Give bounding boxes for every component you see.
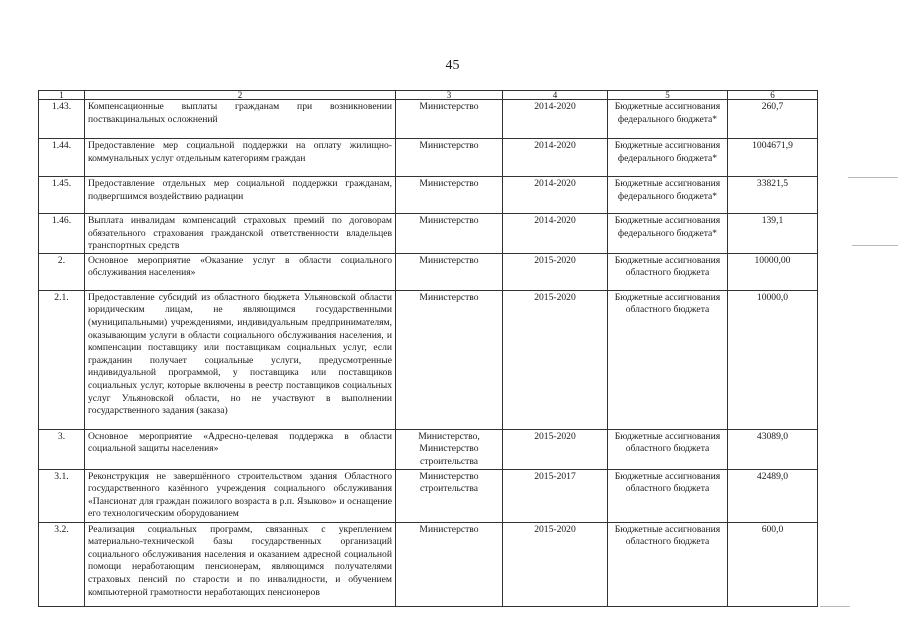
table-row bbox=[39, 100, 818, 139]
funding-source-cell: Бюджетные ассигнования областного бюджета bbox=[608, 253, 728, 290]
row-number: 1.44. bbox=[39, 139, 85, 177]
funding-source-cell: Бюджетные ассигнования федерального бюджета* bbox=[608, 214, 728, 254]
amount-cell: 10000,0 bbox=[728, 290, 818, 429]
row-number: 3.1. bbox=[39, 469, 85, 522]
row-number: 2.1. bbox=[39, 290, 85, 429]
column-header: 1 bbox=[39, 91, 85, 100]
row-number: 1.46. bbox=[39, 214, 85, 254]
executor-cell: Министерство bbox=[396, 522, 503, 606]
executor-cell: Министерство bbox=[396, 177, 503, 214]
executor-cell: Министерство bbox=[396, 253, 503, 290]
period-cell: 2015-2020 bbox=[503, 522, 608, 606]
table-row bbox=[39, 469, 818, 522]
measure-description: Предоставление мер социальной поддержки на оплату жилищно-коммунальных услуг отдельным категориям граждан bbox=[85, 139, 396, 177]
funding-source-cell: Бюджетные ассигнования федерального бюджета* bbox=[608, 177, 728, 214]
measure-description: Компенсационные выплаты гражданам при возникновении поствакцинальных осложнений bbox=[85, 100, 396, 139]
scan-artifact-line bbox=[852, 245, 898, 246]
funding-source-cell: Бюджетные ассигнования областного бюджета bbox=[608, 290, 728, 429]
measure-description: Предоставление отдельных мер социальной поддержки гражданам, подвергшимся воздействию радиации bbox=[85, 177, 396, 214]
measure-description: Реконструкция не завершённого строительством здания Областного государственного казённого учреждения социального обслуживания «Пансионат для граждан пожилого возраста в р.п. Языково» и оснащение его технологическим оборудованием bbox=[85, 469, 396, 522]
period-cell: 2014-2020 bbox=[503, 139, 608, 177]
measure-description: Предоставление субсидий из областного бюджета Ульяновской области юридическим лицам, не являющимся государственными (муниципальными) учреждениями, индивидуальным предпринимателям, оказывающим услуги в области социального обслуживания населения, и компенсации поставщику или поставщикам социальных услуг, если гражданин получает социальные услуги, предусмотренные индивидуальной программой, у поставщика или поставщиков социальных услуг, которые включены в реестр поставщиков социальных услуг Ульяновской области, но не участвуют в выполнении государственного задания (заказа) bbox=[85, 290, 396, 429]
period-cell: 2015-2017 bbox=[503, 469, 608, 522]
period-cell: 2015-2020 bbox=[503, 290, 608, 429]
column-header: 6 bbox=[728, 91, 818, 100]
measure-description: Основное мероприятие «Адресно-целевая поддержка в области социальной защиты населения» bbox=[85, 429, 396, 469]
table-row bbox=[39, 139, 818, 177]
amount-cell: 139,1 bbox=[728, 214, 818, 254]
amount-cell: 43089,0 bbox=[728, 429, 818, 469]
funding-source-cell: Бюджетные ассигнования областного бюджета bbox=[608, 429, 728, 469]
executor-cell: Министерство bbox=[396, 290, 503, 429]
column-header: 4 bbox=[503, 91, 608, 100]
column-header: 2 bbox=[85, 91, 396, 100]
column-number-row bbox=[39, 91, 818, 100]
amount-cell: 1004671,9 bbox=[728, 139, 818, 177]
row-number: 3. bbox=[39, 429, 85, 469]
row-number: 3.2. bbox=[39, 522, 85, 606]
period-cell: 2014-2020 bbox=[503, 177, 608, 214]
table-row bbox=[39, 290, 818, 429]
funding-source-cell: Бюджетные ассигнования федерального бюджета* bbox=[608, 100, 728, 139]
table-row bbox=[39, 522, 818, 606]
page-number: 45 bbox=[445, 58, 460, 73]
table-row bbox=[39, 429, 818, 469]
funding-source-cell: Бюджетные ассигнования федерального бюджета* bbox=[608, 139, 728, 177]
executor-cell: Министерство bbox=[396, 214, 503, 254]
measure-description: Реализация социальных программ, связанных с укреплением материально-технической базы государственных организаций социального обслуживания населения и оказанием адресной социальной помощи неработающим пенсионерам, являющимся получателями страховых пенсий по старости и по инвалидности, и обучением компьютерной грамотности неработающих пенсионеров bbox=[85, 522, 396, 606]
period-cell: 2015-2020 bbox=[503, 253, 608, 290]
amount-cell: 42489,0 bbox=[728, 469, 818, 522]
period-cell: 2014-2020 bbox=[503, 100, 608, 139]
column-header: 5 bbox=[608, 91, 728, 100]
scan-artifact-line bbox=[848, 177, 898, 178]
amount-cell: 33821,5 bbox=[728, 177, 818, 214]
amount-cell: 260,7 bbox=[728, 100, 818, 139]
table-row bbox=[39, 253, 818, 290]
period-cell: 2015-2020 bbox=[503, 429, 608, 469]
measure-description: Выплата инвалидам компенсаций страховых премий по договорам обязательного страхования гражданской ответственности владельцев транспортных средств bbox=[85, 214, 396, 254]
funding-source-cell: Бюджетные ассигнования областного бюджета bbox=[608, 522, 728, 606]
funding-source-cell: Бюджетные ассигнования областного бюджета bbox=[608, 469, 728, 522]
executor-cell: Министерство bbox=[396, 139, 503, 177]
executor-cell: Министерство bbox=[396, 100, 503, 139]
column-header: 3 bbox=[396, 91, 503, 100]
executor-cell: Министерство строительства bbox=[396, 469, 503, 522]
scan-artifact-line bbox=[820, 606, 850, 607]
row-number: 1.45. bbox=[39, 177, 85, 214]
row-number: 2. bbox=[39, 253, 85, 290]
amount-cell: 600,0 bbox=[728, 522, 818, 606]
period-cell: 2014-2020 bbox=[503, 214, 608, 254]
program-table bbox=[38, 90, 818, 607]
measure-description: Основное мероприятие «Оказание услуг в области социального обслуживания населения» bbox=[85, 253, 396, 290]
row-number: 1.43. bbox=[39, 100, 85, 139]
table-row bbox=[39, 214, 818, 254]
amount-cell: 10000,00 bbox=[728, 253, 818, 290]
table-row bbox=[39, 177, 818, 214]
executor-cell: Министерство, Министерство строительства bbox=[396, 429, 503, 469]
